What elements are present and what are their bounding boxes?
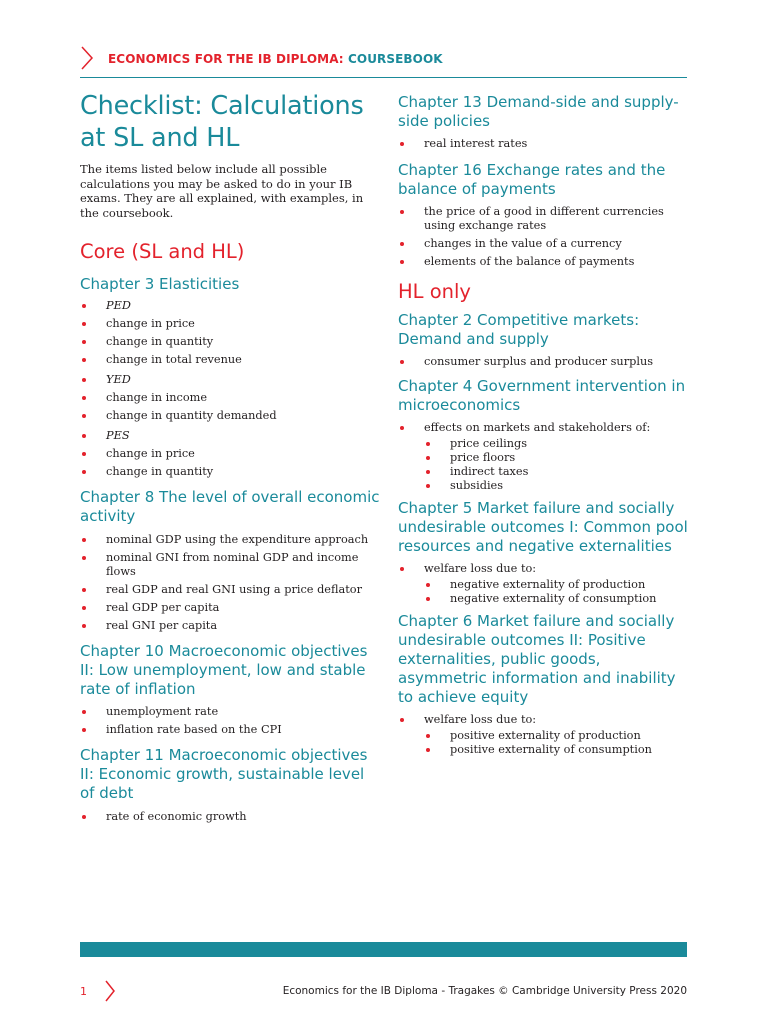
yed-list [80, 373, 380, 423]
sub-list-item: subsidies [398, 479, 688, 493]
page-number: 1 [80, 985, 87, 998]
sub-list-item: negative externality of consumption [398, 592, 688, 606]
list-item: change in total revenue [80, 353, 380, 367]
chapter-13-heading: Chapter 13 Demand-side and supply-side policies [398, 93, 679, 130]
list-item: change in price [80, 447, 380, 461]
book-title [108, 52, 443, 66]
chapter-6-list [398, 713, 688, 757]
chapter-6-sublist [398, 729, 688, 757]
list-item [398, 421, 688, 493]
chapter-10-heading: Chapter 10 Macroeconomic objectives II: Low unemployment, low and stable rate of inflation [80, 642, 368, 698]
list-item [398, 713, 688, 757]
sub-list-item: positive externality of consumption [398, 743, 688, 757]
chapter-8-heading: Chapter 8 The level of overall economic activity [80, 488, 380, 525]
list-item: elements of the balance of payments [398, 255, 688, 269]
list-item: PED [80, 299, 380, 313]
chapter-11-list [80, 810, 380, 824]
list-item: rate of economic growth [80, 810, 380, 824]
chapter-5-heading: Chapter 5 Market failure and socially undesirable outcomes I: Common pool resources and negative externalities [398, 499, 688, 555]
chapter-13-list [398, 137, 688, 151]
list-item: changes in the value of a currency [398, 237, 688, 251]
list-item: PES [80, 429, 380, 443]
list-item: unemployment rate [80, 705, 380, 719]
sub-list-item: price ceilings [398, 437, 688, 451]
ped-list [80, 299, 380, 367]
chevron-right-icon [104, 980, 116, 1002]
list-item: real interest rates [398, 137, 688, 151]
chapter-4-heading: Chapter 4 Government intervention in microeconomics [398, 377, 686, 414]
right-column [398, 90, 688, 761]
chapter-8-list [80, 533, 380, 633]
list-item: change in income [80, 391, 380, 405]
sub-list-item: positive externality of production [398, 729, 688, 743]
chapter-5-list [398, 562, 688, 606]
intro-paragraph: The items listed below include all possible calculations you may be asked to do in your IB exams. They are all explained, with examples, in the coursebook. [80, 162, 364, 220]
core-heading: Core (SL and HL) [80, 240, 245, 263]
chapter-4-list [398, 421, 688, 493]
chapter-4-sublist [398, 437, 688, 493]
list-item [398, 562, 688, 606]
sub-list-item: negative externality of production [398, 578, 688, 592]
list-item: nominal GDP using the expenditure approach [80, 533, 380, 547]
list-item: real GDP and real GNI using a price deflator [80, 583, 380, 597]
list-item: real GDP per capita [80, 601, 380, 615]
copyright-notice: Economics for the IB Diploma - Tragakes © Cambridge University Press 2020 [282, 985, 687, 997]
chapter-3-heading: Chapter 3 Elasticities [80, 275, 240, 293]
chapter-5-sublist [398, 578, 688, 606]
list-item: real GNI per capita [80, 619, 380, 633]
chapter-2-heading: Chapter 2 Competitive markets: Demand and supply [398, 311, 640, 348]
list-item-text: effects on markets and stakeholders of: [424, 421, 651, 434]
list-item: consumer surplus and producer surplus [398, 355, 688, 369]
sub-list-item: price floors [398, 451, 688, 465]
list-item: inflation rate based on the CPI [80, 723, 380, 737]
page-title: Checklist: Calculations at SL and HL [80, 91, 364, 153]
hl-only-heading: HL only [398, 280, 471, 303]
chapter-16-list [398, 205, 688, 269]
book-title-main: ECONOMICS FOR THE IB DIPLOMA: [108, 52, 344, 66]
chapter-6-heading: Chapter 6 Market failure and socially undesirable outcomes II: Positive externalities, public goods, asymmetric information and inability to achieve equity [398, 612, 676, 706]
chapter-11-heading: Chapter 11 Macroeconomic objectives II: Economic growth, sustainable level of debt [80, 746, 368, 802]
chapter-2-list [398, 355, 688, 369]
chapter-16-heading: Chapter 16 Exchange rates and the balance of payments [398, 161, 666, 198]
running-header [80, 46, 687, 78]
list-item: change in price [80, 317, 380, 331]
chapter-10-list [80, 705, 380, 737]
list-item: the price of a good in different currencies using exchange rates [398, 205, 688, 233]
list-item-text: welfare loss due to: [424, 713, 537, 726]
list-item: nominal GNI from nominal GDP and income flows [80, 551, 380, 579]
pes-list [80, 429, 380, 479]
list-item: YED [80, 373, 380, 387]
list-item: change in quantity [80, 465, 380, 479]
left-column [80, 90, 380, 828]
chevron-right-icon [80, 46, 94, 70]
footer-bar [80, 942, 687, 957]
list-item: change in quantity demanded [80, 409, 380, 423]
list-item-text: welfare loss due to: [424, 562, 537, 575]
book-title-sub: COURSEBOOK [343, 52, 443, 66]
sub-list-item: indirect taxes [398, 465, 688, 479]
list-item: change in quantity [80, 335, 380, 349]
